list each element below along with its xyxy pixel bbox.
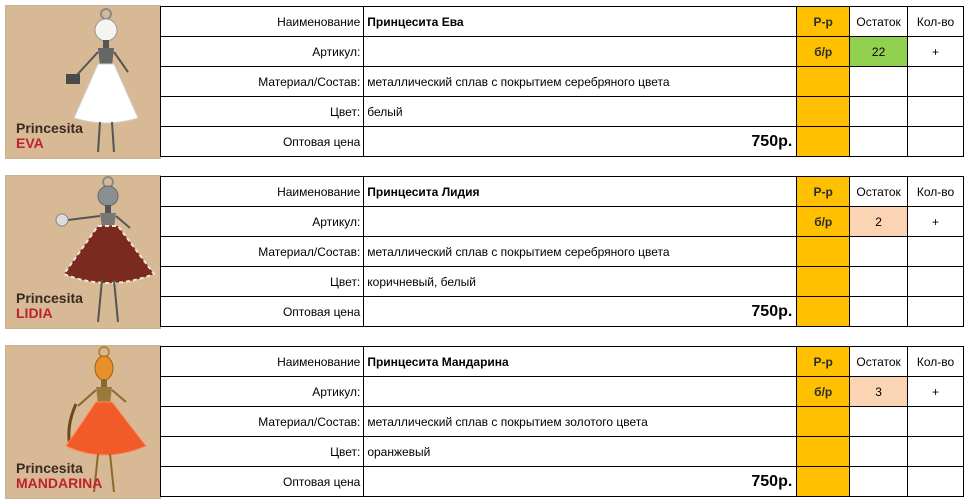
- product-photo: [5, 5, 161, 159]
- color-label: Цвет:: [161, 267, 364, 297]
- size-header: Р-р: [797, 7, 850, 37]
- product-table: [160, 176, 964, 327]
- size-cell[interactable]: [797, 127, 850, 157]
- row-article: [161, 37, 964, 67]
- size-cell[interactable]: [797, 97, 850, 127]
- qty-cell[interactable]: [908, 267, 964, 297]
- qty-value[interactable]: +: [908, 377, 964, 407]
- material-label: Материал/Состав:: [161, 67, 364, 97]
- stock-cell[interactable]: [850, 467, 908, 497]
- material-label: Материал/Состав:: [161, 237, 364, 267]
- color-label: Цвет:: [161, 437, 364, 467]
- size-value[interactable]: б/р: [797, 377, 850, 407]
- stock-cell[interactable]: [850, 437, 908, 467]
- stock-cell[interactable]: [850, 267, 908, 297]
- size-cell[interactable]: [797, 267, 850, 297]
- size-cell[interactable]: [797, 297, 850, 327]
- photo-brand-text: Princesita: [16, 120, 83, 136]
- name-value[interactable]: Принцесита Мандарина: [364, 347, 797, 377]
- qty-cell[interactable]: [908, 237, 964, 267]
- row-article: [161, 207, 964, 237]
- row-material: [161, 407, 964, 437]
- stock-cell[interactable]: [850, 67, 908, 97]
- photo-model-text: EVA: [16, 135, 44, 151]
- color-value[interactable]: белый: [364, 97, 797, 127]
- row-name: [161, 347, 964, 377]
- color-value[interactable]: коричневый, белый: [364, 267, 797, 297]
- article-label: Артикул:: [161, 37, 364, 67]
- name-label: Наименование: [161, 347, 364, 377]
- article-label: Артикул:: [161, 207, 364, 237]
- material-value[interactable]: металлический сплав с покрытием золотого цвета: [364, 407, 797, 437]
- stock-cell[interactable]: [850, 237, 908, 267]
- qty-cell[interactable]: [908, 407, 964, 437]
- article-value[interactable]: [364, 207, 797, 237]
- doll-dress: [66, 402, 146, 455]
- photo-brand-text: Princesita: [16, 290, 83, 306]
- doll-dress: [64, 226, 154, 283]
- product-card: [0, 343, 964, 498]
- article-label: Артикул:: [161, 377, 364, 407]
- photo-model-text: MANDARINA: [16, 475, 103, 491]
- stock-value[interactable]: 3: [850, 377, 908, 407]
- name-value[interactable]: Принцесита Ева: [364, 7, 797, 37]
- article-value[interactable]: [364, 37, 797, 67]
- price-label: Оптовая цена: [161, 467, 364, 497]
- color-label: Цвет:: [161, 97, 364, 127]
- row-price: [161, 127, 964, 157]
- product-photo: [5, 175, 161, 329]
- stock-value[interactable]: 22: [850, 37, 908, 67]
- row-material: [161, 67, 964, 97]
- size-header: Р-р: [797, 347, 850, 377]
- stock-cell[interactable]: [850, 97, 908, 127]
- size-cell[interactable]: [797, 237, 850, 267]
- qty-header: Кол-во: [908, 7, 964, 37]
- stock-value[interactable]: 2: [850, 207, 908, 237]
- stock-cell[interactable]: [850, 127, 908, 157]
- row-color: [161, 267, 964, 297]
- photo-model-text: LIDIA: [16, 305, 53, 321]
- size-cell[interactable]: [797, 437, 850, 467]
- material-value[interactable]: металлический сплав с покрытием серебряного цвета: [364, 237, 797, 267]
- material-label: Материал/Состав:: [161, 407, 364, 437]
- row-material: [161, 237, 964, 267]
- size-header: Р-р: [797, 177, 850, 207]
- size-value[interactable]: б/р: [797, 207, 850, 237]
- qty-cell[interactable]: [908, 67, 964, 97]
- price-value[interactable]: 750р.: [364, 467, 797, 497]
- product-table: [160, 6, 964, 157]
- row-color: [161, 437, 964, 467]
- size-cell[interactable]: [797, 467, 850, 497]
- qty-value[interactable]: +: [908, 207, 964, 237]
- qty-cell[interactable]: [908, 97, 964, 127]
- product-card: [0, 3, 964, 158]
- row-price: [161, 467, 964, 497]
- qty-cell[interactable]: [908, 437, 964, 467]
- size-cell[interactable]: [797, 407, 850, 437]
- doll-dress: [74, 64, 138, 123]
- product-table: [160, 346, 964, 497]
- qty-header: Кол-во: [908, 347, 964, 377]
- row-article: [161, 377, 964, 407]
- row-price: [161, 297, 964, 327]
- color-value[interactable]: оранжевый: [364, 437, 797, 467]
- price-label: Оптовая цена: [161, 297, 364, 327]
- price-label: Оптовая цена: [161, 127, 364, 157]
- product-photo: [5, 345, 161, 499]
- row-name: [161, 177, 964, 207]
- qty-cell[interactable]: [908, 297, 964, 327]
- stock-cell[interactable]: [850, 407, 908, 437]
- size-value[interactable]: б/р: [797, 37, 850, 67]
- qty-cell[interactable]: [908, 127, 964, 157]
- name-label: Наименование: [161, 177, 364, 207]
- row-name: [161, 7, 964, 37]
- stock-header: Остаток: [850, 347, 908, 377]
- qty-value[interactable]: +: [908, 37, 964, 67]
- price-value[interactable]: 750р.: [364, 297, 797, 327]
- qty-header: Кол-во: [908, 177, 964, 207]
- qty-cell[interactable]: [908, 467, 964, 497]
- row-color: [161, 97, 964, 127]
- product-card: [0, 173, 964, 328]
- article-value[interactable]: [364, 377, 797, 407]
- stock-header: Остаток: [850, 177, 908, 207]
- name-label: Наименование: [161, 7, 364, 37]
- material-value[interactable]: металлический сплав с покрытием серебряного цвета: [364, 67, 797, 97]
- stock-cell[interactable]: [850, 297, 908, 327]
- stock-header: Остаток: [850, 7, 908, 37]
- size-cell[interactable]: [797, 67, 850, 97]
- photo-brand-text: Princesita: [16, 460, 83, 476]
- price-value[interactable]: 750р.: [364, 127, 797, 157]
- name-value[interactable]: Принцесита Лидия: [364, 177, 797, 207]
